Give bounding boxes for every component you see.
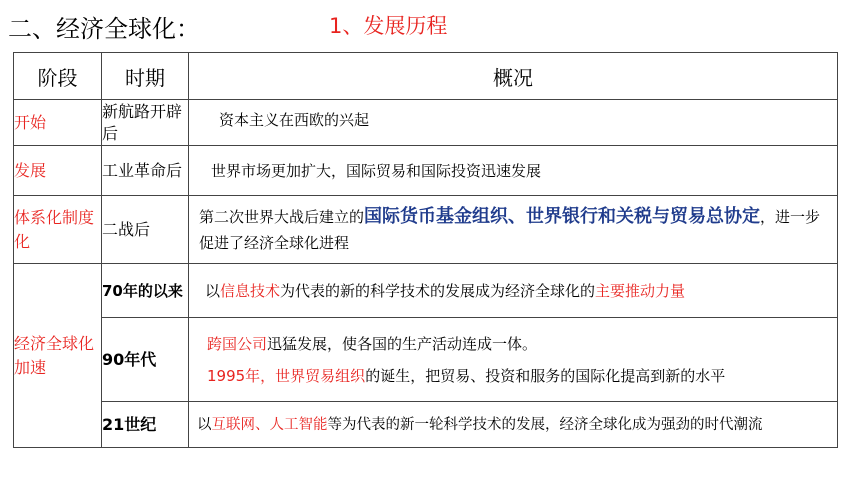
- stage-cell: 开始: [14, 100, 102, 146]
- overview-highlight: 互联网、人工智能: [211, 416, 328, 433]
- overview-cell: [189, 196, 838, 264]
- overview-text: 以: [205, 281, 221, 300]
- section-subtitle: 1、发展历程: [329, 14, 448, 38]
- overview-cell: [189, 402, 838, 448]
- overview-text: 以: [197, 416, 212, 433]
- overview-line: [207, 328, 837, 360]
- overview-highlight: 跨国公司: [207, 334, 268, 353]
- overview-line: [207, 360, 837, 392]
- overview-text: 的诞生，把贸易、投资和服务的国际化提高到新的水平: [365, 366, 726, 385]
- table-row: [14, 318, 838, 402]
- overview-text: 等为代表的新一轮科学技术的发展，经济全球化成为强劲的时代潮流: [327, 416, 763, 433]
- period-cell: 二战后: [102, 196, 189, 264]
- globalization-history-table: [13, 52, 838, 448]
- overview-highlight: 国际货币基金组织、世界银行和关税与贸易总协定: [364, 205, 761, 227]
- table-row: [14, 100, 838, 146]
- overview-cell: [189, 264, 838, 318]
- table-row: [14, 196, 838, 264]
- overview-text: 第二次世界大战后建立的: [199, 207, 365, 226]
- period-cell: 90年代: [102, 318, 189, 402]
- header-period: 时期: [102, 53, 189, 100]
- header-overview: 概况: [189, 53, 838, 100]
- overview-text: 为代表的新的科学技术的发展成为经济全球化的: [280, 281, 596, 300]
- period-cell: 21世纪: [102, 402, 189, 448]
- table-header-row: [14, 53, 838, 100]
- page-title: 二、经济全球化：: [8, 15, 200, 43]
- stage-cell: 经济全球化加速: [14, 264, 102, 448]
- table-row: [14, 402, 838, 448]
- overview-text: 资本主义在西欧的兴起: [219, 111, 370, 129]
- table-row: [14, 264, 838, 318]
- overview-highlight: 1995年，世界贸易组织: [207, 366, 366, 385]
- overview-cell: [189, 318, 838, 402]
- header-stage: 阶段: [14, 53, 102, 100]
- period-cell: 新航路开辟后: [102, 100, 189, 146]
- overview-highlight: 主要推动力量: [595, 281, 686, 300]
- overview-text: 世界市场更加扩大，国际贸易和国际投资迅速发展: [211, 161, 542, 180]
- overview-highlight: 信息技术: [220, 281, 281, 300]
- period-cell: 70年的以来: [102, 264, 189, 318]
- stage-cell: 发展: [14, 146, 102, 196]
- overview-cell: [189, 100, 838, 146]
- overview-cell: [189, 146, 838, 196]
- overview-text: ，进一步促进了经济全球化进程: [199, 207, 821, 252]
- overview-text: 迅猛发展，使各国的生产活动连成一体。: [267, 334, 538, 353]
- period-cell: 工业革命后: [102, 146, 189, 196]
- table-row: [14, 146, 838, 196]
- stage-cell: 体系化制度化: [14, 196, 102, 264]
